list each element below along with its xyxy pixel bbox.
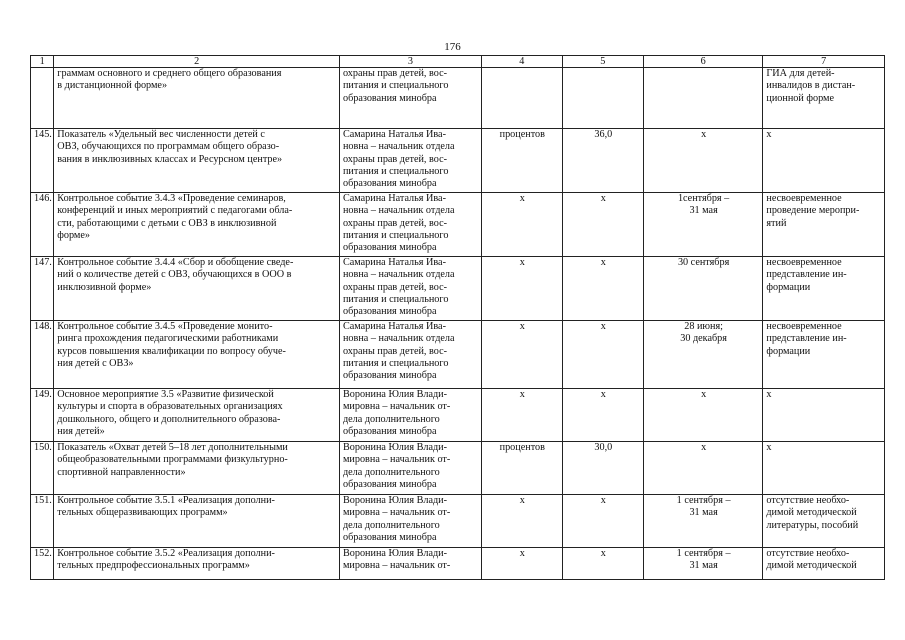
row-risk-text: несвоевременное представление ин- формации xyxy=(766,321,847,357)
row-risk xyxy=(763,548,885,580)
row-name-text: Контрольное событие 3.5.1 «Реализация дополни- тельных общеразвивающих программ» xyxy=(57,495,275,519)
row-unit-text: х xyxy=(519,548,525,559)
row-risk-text: х xyxy=(766,129,772,140)
row-unit xyxy=(481,389,562,442)
row-term xyxy=(643,129,763,193)
row-term xyxy=(643,548,763,580)
row-value-text: 30,0 xyxy=(594,442,613,453)
row-term-text: х xyxy=(701,129,707,140)
row-unit-text: х xyxy=(519,193,525,204)
row-risk xyxy=(763,389,885,442)
table-row xyxy=(31,257,885,321)
row-value xyxy=(562,495,643,548)
row-responsible xyxy=(339,442,481,495)
row-number-text: 152. xyxy=(34,548,52,559)
table-row xyxy=(31,389,885,442)
row-term xyxy=(643,68,763,129)
row-unit xyxy=(481,442,562,495)
row-name-text: Контрольное событие 3.4.4 «Сбор и обобщение сведе- ний о количестве детей с ОВЗ, обучающихся в ООО в инклюзивной форме» xyxy=(57,257,294,293)
row-number-text: 148. xyxy=(34,321,52,332)
plan-table xyxy=(30,55,885,580)
row-name-text: Показатель «Охват детей 5–18 лет дополнительными общеобразовательными программами физкультурно- спортивной направленности» xyxy=(57,442,288,478)
row-risk xyxy=(763,442,885,495)
row-term-text: 30 сентября xyxy=(677,257,730,268)
row-name-text: Контрольное событие 3.4.5 «Проведение монито- ринга прохождения педагогическими работниками курсов повышения квалификации по вопросу обуче- ния детей с ОВЗ» xyxy=(57,321,286,369)
row-number-text: 150. xyxy=(34,442,52,453)
column-number: 3 xyxy=(339,56,481,68)
row-unit xyxy=(481,495,562,548)
row-value-text: х xyxy=(600,257,606,268)
row-unit-text: х xyxy=(519,257,525,268)
row-unit xyxy=(481,68,562,129)
row-name-text: Основное мероприятие 3.5 «Развитие физической культуры и спорта в образовательных организациях дошкольного, общего и дополнительного образова- ния детей» xyxy=(57,389,283,437)
row-responsible-text: Самарина Наталья Ива- новна – начальник отдела охраны прав детей, вос- питания и специального образования минобра xyxy=(342,321,455,382)
row-number-text: 151. xyxy=(34,495,52,506)
column-number: 6 xyxy=(643,56,763,68)
row-number xyxy=(31,68,54,129)
row-risk xyxy=(763,129,885,193)
column-number: 1 xyxy=(31,56,54,68)
row-risk-text: ГИА для детей- инвалидов в дистан- ционной форме xyxy=(766,68,856,104)
row-unit xyxy=(481,548,562,580)
row-unit xyxy=(481,321,562,389)
row-number-text: 147. xyxy=(34,257,52,268)
row-name xyxy=(54,495,340,548)
row-value xyxy=(562,193,643,257)
row-name-text: граммам основного и среднего общего образования в дистанционной форме» xyxy=(57,68,282,92)
row-responsible-text: Воронина Юлия Влади- мировна – начальник от- дела дополнительного образования минобра xyxy=(342,495,451,543)
row-unit-text: х xyxy=(519,389,525,400)
row-value xyxy=(562,129,643,193)
table-row xyxy=(31,129,885,193)
row-risk xyxy=(763,193,885,257)
row-responsible-text: охраны прав детей, вос- питания и специального образования минобра xyxy=(342,68,449,104)
row-term-text: х xyxy=(701,442,707,453)
row-term-text: 28 июня; 30 декабря xyxy=(680,321,727,345)
row-name xyxy=(54,129,340,193)
row-risk-text: х xyxy=(766,442,772,453)
row-risk xyxy=(763,495,885,548)
table-row xyxy=(31,495,885,548)
row-term xyxy=(643,495,763,548)
row-number-text: 149. xyxy=(34,389,52,400)
row-name xyxy=(54,442,340,495)
row-name xyxy=(54,389,340,442)
row-risk xyxy=(763,68,885,129)
row-term xyxy=(643,321,763,389)
row-unit-text: х xyxy=(519,321,525,332)
row-responsible-text: Воронина Юлия Влади- мировна – начальник от- xyxy=(342,548,451,572)
row-risk-text: отсутствие необхо- димой методической xyxy=(766,548,857,572)
row-number xyxy=(31,389,54,442)
row-unit xyxy=(481,257,562,321)
row-unit-text: процентов xyxy=(499,129,545,140)
row-name xyxy=(54,321,340,389)
row-responsible-text: Самарина Наталья Ива- новна – начальник отдела охраны прав детей, вос- питания и специального образования минобра xyxy=(342,193,455,254)
row-responsible xyxy=(339,389,481,442)
row-value-text: 36,0 xyxy=(594,129,613,140)
row-value xyxy=(562,548,643,580)
row-value xyxy=(562,389,643,442)
column-number: 5 xyxy=(562,56,643,68)
row-unit xyxy=(481,193,562,257)
row-term-text: 1сентября – 31 мая xyxy=(677,193,730,217)
column-number: 7 xyxy=(763,56,885,68)
row-number xyxy=(31,193,54,257)
table-row xyxy=(31,68,885,129)
row-responsible xyxy=(339,193,481,257)
row-name-text: Контрольное событие 3.5.2 «Реализация дополни- тельных предпрофессиональных программ» xyxy=(57,548,275,572)
table-row xyxy=(31,442,885,495)
row-number-text: 145. xyxy=(34,129,52,140)
row-name xyxy=(54,548,340,580)
row-term xyxy=(643,257,763,321)
table-row xyxy=(31,193,885,257)
row-responsible-text: Самарина Наталья Ива- новна – начальник отдела охраны прав детей, вос- питания и специального образования минобра xyxy=(342,257,455,318)
row-name-text: Контрольное событие 3.4.3 «Проведение семинаров, конференций и иных мероприятий с педагогами обла- сти, работающими с детьми с ОВЗ в инклюзивной форме» xyxy=(57,193,293,241)
page-number: 176 xyxy=(444,41,461,53)
row-number-text: 146. xyxy=(34,193,52,204)
row-responsible xyxy=(339,257,481,321)
row-value-text: х xyxy=(600,321,606,332)
row-name xyxy=(54,257,340,321)
row-risk-text: несвоевременное проведение меропри- ятий xyxy=(766,193,860,229)
column-number: 2 xyxy=(54,56,340,68)
row-value-text: х xyxy=(600,548,606,559)
column-number-row xyxy=(31,56,885,68)
row-responsible xyxy=(339,495,481,548)
row-value xyxy=(562,321,643,389)
row-number xyxy=(31,495,54,548)
row-number xyxy=(31,548,54,580)
row-term-text: х xyxy=(701,389,707,400)
row-unit xyxy=(481,129,562,193)
row-responsible-text: Воронина Юлия Влади- мировна – начальник от- дела дополнительного образования минобра xyxy=(342,389,451,437)
row-name xyxy=(54,68,340,129)
row-term-text: 1 сентября – 31 мая xyxy=(676,495,731,519)
row-number xyxy=(31,129,54,193)
row-value-text: х xyxy=(600,389,606,400)
row-value xyxy=(562,257,643,321)
row-unit-text: х xyxy=(519,495,525,506)
row-name-text: Показатель «Удельный вес численности детей с ОВЗ, обучающихся по программам общего образо- вания в инклюзивных классах и Ресурсном центре» xyxy=(57,129,283,165)
row-term-text: 1 сентября – 31 мая xyxy=(676,548,731,572)
row-term xyxy=(643,442,763,495)
row-value xyxy=(562,68,643,129)
row-risk xyxy=(763,257,885,321)
row-responsible xyxy=(339,68,481,129)
row-responsible-text: Самарина Наталья Ива- новна – начальник отдела охраны прав детей, вос- питания и специального образования минобра xyxy=(342,129,455,190)
row-unit-text: процентов xyxy=(499,442,545,453)
row-responsible xyxy=(339,548,481,580)
row-responsible-text: Воронина Юлия Влади- мировна – начальник от- дела дополнительного образования минобра xyxy=(342,442,451,490)
row-risk-text: отсутствие необхо- димой методической литературы, пособий xyxy=(766,495,859,531)
row-number xyxy=(31,321,54,389)
row-value-text: х xyxy=(600,193,606,204)
row-risk-text: несвоевременное представление ин- формации xyxy=(766,257,847,293)
row-name xyxy=(54,193,340,257)
column-number: 4 xyxy=(481,56,562,68)
row-responsible xyxy=(339,321,481,389)
row-risk-text: х xyxy=(766,389,772,400)
row-number xyxy=(31,257,54,321)
row-term xyxy=(643,193,763,257)
table-row xyxy=(31,321,885,389)
row-number xyxy=(31,442,54,495)
row-term xyxy=(643,389,763,442)
row-risk xyxy=(763,321,885,389)
row-responsible xyxy=(339,129,481,193)
row-value xyxy=(562,442,643,495)
row-value-text: х xyxy=(600,495,606,506)
table-row xyxy=(31,548,885,580)
